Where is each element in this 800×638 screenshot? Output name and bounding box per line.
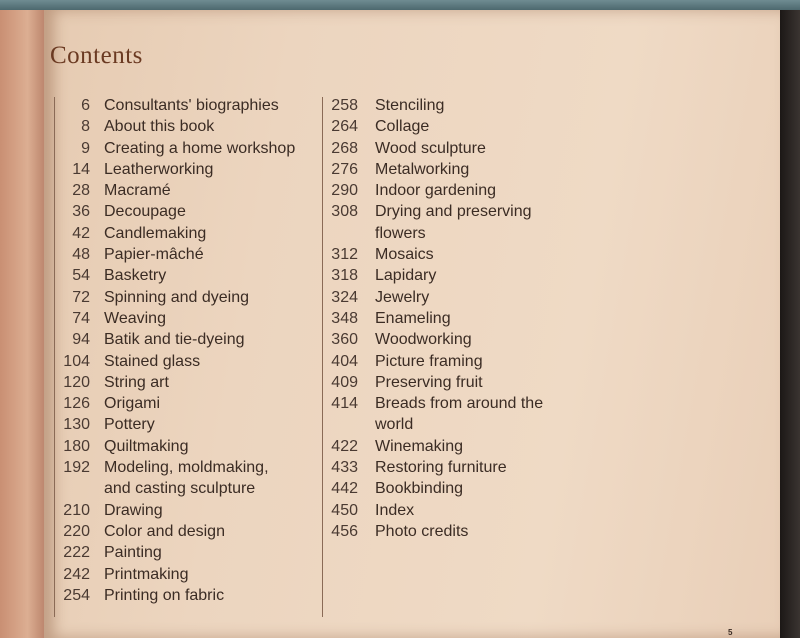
toc-entry — [324, 372, 624, 393]
toc-page-number — [324, 414, 375, 435]
toc-entry — [56, 478, 318, 499]
toc-entry — [56, 223, 318, 244]
toc-entry — [324, 223, 624, 244]
toc-entry — [324, 244, 624, 265]
toc-entry-title: Index — [375, 501, 415, 519]
toc-entry-title: Bookbinding — [375, 480, 464, 498]
toc-entry — [56, 329, 318, 350]
toc-entry-title: Drawing — [104, 501, 163, 519]
toc-page-number: 222 — [63, 544, 90, 562]
toc-page-number: 433 — [331, 459, 358, 477]
toc-entry-title: flowers — [375, 224, 426, 242]
toc-entry-title: Quiltmaking — [104, 437, 189, 455]
toc-page-number: 360 — [331, 331, 358, 349]
toc-page-number: 276 — [331, 160, 358, 178]
toc-entry-title: Collage — [375, 118, 430, 136]
toc-page-number: 104 — [63, 352, 90, 370]
toc-entry-title: Origami — [104, 395, 161, 413]
toc-entry — [324, 95, 624, 116]
toc-entry — [56, 351, 318, 372]
toc-entry-title: and casting sculpture — [104, 480, 256, 498]
toc-entry-title: Creating a home workshop — [104, 139, 296, 157]
toc-entry-title: Candlemaking — [104, 224, 207, 242]
toc-page-number: 308 — [331, 203, 358, 221]
toc-entry-title: String art — [104, 373, 169, 391]
page-title: Contents — [50, 42, 143, 69]
toc-entry — [56, 500, 318, 521]
toc-entry-title: Printmaking — [104, 565, 189, 583]
toc-page-number: 264 — [331, 118, 358, 136]
toc-entry — [324, 436, 624, 457]
toc-entry-title: Enameling — [375, 309, 451, 327]
toc-entry-title: Photo credits — [375, 522, 469, 540]
toc-entry-title: Color and design — [104, 522, 225, 540]
toc-page-number: 28 — [72, 182, 90, 200]
toc-page-number: 6 — [81, 97, 90, 114]
toc-entry — [324, 329, 624, 350]
toc-page-number: 254 — [63, 586, 90, 604]
toc-page-number: 48 — [72, 246, 90, 264]
toc-page-number — [324, 223, 375, 244]
toc-page-number: 42 — [72, 224, 90, 242]
toc-entry-title: Basketry — [104, 267, 167, 285]
toc-entry-title: About this book — [104, 118, 215, 136]
toc-entry — [56, 393, 318, 414]
toc-entry-title: Painting — [104, 544, 162, 562]
toc-entry — [324, 265, 624, 286]
toc-page-number: 94 — [72, 331, 90, 349]
toc-page-number: 318 — [331, 267, 358, 285]
toc-entry — [56, 180, 318, 201]
toc-page-number: 126 — [63, 395, 90, 413]
toc-entry — [56, 287, 318, 308]
toc-entry-title: Woodworking — [375, 331, 472, 349]
toc-entry-title: Lapidary — [375, 267, 437, 285]
toc-entry — [56, 308, 318, 329]
toc-entry-title: Decoupage — [104, 203, 186, 221]
toc-page-number: 242 — [63, 565, 90, 583]
toc-page-number: 348 — [331, 309, 358, 327]
toc-entry-title: Stained glass — [104, 352, 201, 370]
toc-entry — [324, 478, 624, 499]
toc-entry — [56, 542, 318, 563]
toc-entry — [324, 116, 624, 137]
toc-entry — [56, 116, 318, 137]
toc-page-number: 324 — [331, 288, 358, 306]
toc-entry — [324, 308, 624, 329]
toc-entry — [56, 201, 318, 222]
toc-page-number: 9 — [81, 139, 90, 157]
toc-entry — [56, 414, 318, 435]
toc-page-number: 258 — [331, 97, 358, 114]
toc-entry — [324, 351, 624, 372]
toc-entry — [324, 180, 624, 201]
toc-entry-title: world — [375, 416, 414, 434]
toc-entry — [324, 500, 624, 521]
toc-entry — [324, 201, 624, 222]
toc-entry-title: Metalworking — [375, 160, 470, 178]
toc-page-number — [56, 478, 104, 499]
toc-entry — [56, 585, 318, 606]
toc-entry-title: Winemaking — [375, 437, 464, 455]
toc-page-number: 192 — [63, 459, 90, 477]
toc-page-number: 450 — [331, 501, 358, 519]
toc-entry — [324, 138, 624, 159]
toc-entry — [56, 159, 318, 180]
toc-page-number: 74 — [72, 309, 90, 327]
toc-page-number: 14 — [72, 160, 90, 178]
toc-page-number: 220 — [63, 522, 90, 540]
toc-page-number: 268 — [331, 139, 358, 157]
toc-entry — [56, 244, 318, 265]
toc-entry-title: Spinning and dyeing — [104, 288, 250, 306]
toc-entry-title: Stenciling — [375, 97, 445, 114]
toc-page-number: 54 — [72, 267, 90, 285]
toc-entry — [56, 138, 318, 159]
toc-entry-title: Jewelry — [375, 288, 430, 306]
toc-page-number: 442 — [331, 480, 358, 498]
toc-page-number: 414 — [331, 395, 358, 413]
toc-page-number: 180 — [63, 437, 90, 455]
toc-page-number: 404 — [331, 352, 358, 370]
page-shadow — [780, 10, 800, 638]
page-number: 5 — [728, 628, 733, 637]
toc-page-number: 8 — [81, 118, 90, 136]
toc-entry — [56, 457, 318, 478]
toc-entry-title: Preserving fruit — [375, 373, 483, 391]
toc-page-number: 72 — [72, 288, 90, 306]
toc-entry — [56, 372, 318, 393]
toc-entry — [324, 521, 624, 542]
toc-entry-title: Macramé — [104, 182, 171, 200]
toc-entry-title: Mosaics — [375, 246, 434, 264]
toc-entry — [324, 457, 624, 478]
toc-entry — [324, 287, 624, 308]
toc-page-number: 130 — [63, 416, 90, 434]
toc-entry — [56, 564, 318, 585]
toc-entry — [324, 393, 624, 414]
toc-entry — [56, 95, 318, 116]
toc-entry-title: Papier-mâché — [104, 246, 204, 264]
toc-entry-title: Batik and tie-dyeing — [104, 331, 245, 349]
toc-entry-title: Printing on fabric — [104, 586, 225, 604]
toc-entry — [56, 436, 318, 457]
toc-entry — [324, 159, 624, 180]
toc-entry-title: Breads from around the — [375, 395, 544, 413]
toc-entry-title: Leatherworking — [104, 160, 214, 178]
column-divider — [322, 97, 323, 617]
toc-page-number: 290 — [331, 182, 358, 200]
toc-page-number: 36 — [72, 203, 90, 221]
contents-column-right — [324, 95, 624, 542]
toc-entry-title: Consultants' biographies — [104, 97, 279, 114]
toc-entry — [56, 265, 318, 286]
toc-entry-title: Drying and preserving — [375, 203, 532, 221]
toc-page-number: 120 — [63, 373, 90, 391]
toc-entry — [56, 521, 318, 542]
toc-entry — [324, 414, 624, 435]
contents-column-left — [56, 95, 318, 606]
toc-page-number: 312 — [331, 246, 358, 264]
toc-entry-title: Weaving — [104, 309, 166, 327]
toc-entry-title: Restoring furniture — [375, 459, 507, 477]
toc-page-number: 456 — [331, 522, 358, 540]
toc-entry-title: Picture framing — [375, 352, 483, 370]
toc-entry-title: Wood sculpture — [375, 139, 486, 157]
toc-page-number: 422 — [331, 437, 358, 455]
facing-page-edge — [0, 10, 46, 638]
toc-entry-title: Indoor gardening — [375, 182, 496, 200]
toc-page-number: 409 — [331, 373, 358, 391]
toc-entry-title: Pottery — [104, 416, 155, 434]
toc-page-number: 210 — [63, 501, 90, 519]
left-rule — [54, 97, 55, 617]
toc-entry-title: Modeling, moldmaking, — [104, 459, 269, 477]
